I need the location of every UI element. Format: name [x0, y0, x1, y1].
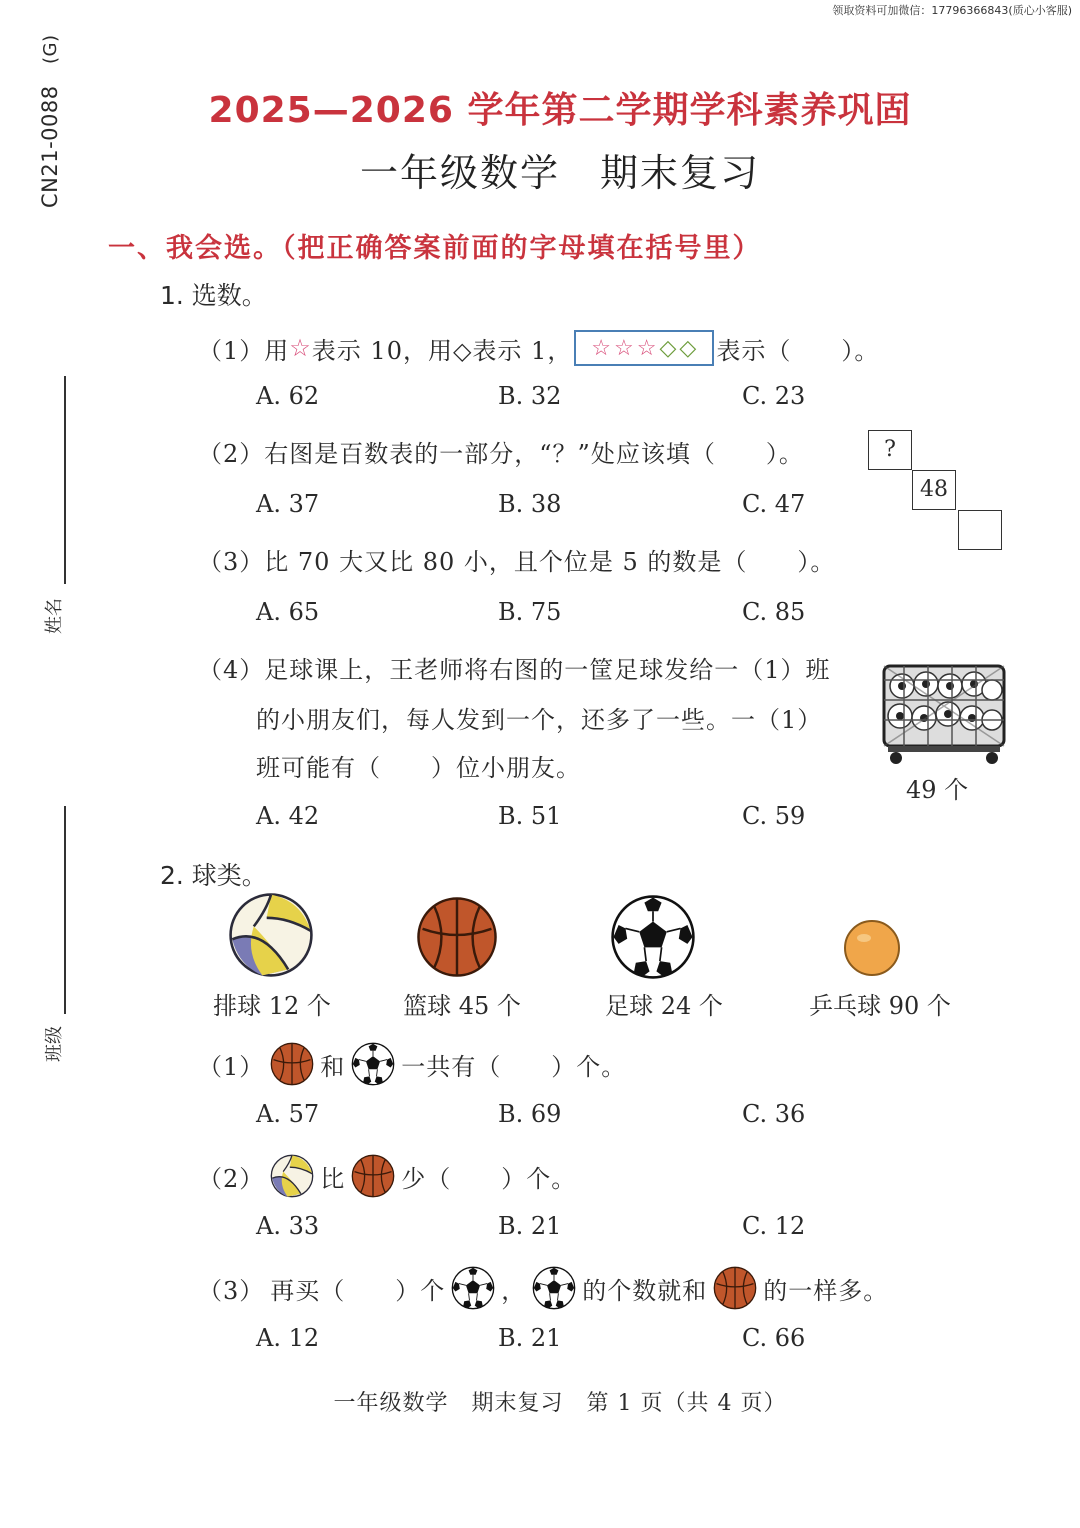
option-a: A. 42 [256, 802, 320, 830]
option-b: B. 32 [498, 382, 562, 410]
volleyball-icon [270, 1154, 314, 1198]
option-b: B. 75 [498, 598, 562, 626]
hundred-chart-cell-question: ? [868, 430, 912, 470]
hundred-chart-cell-empty [958, 510, 1002, 550]
basketball-label: 篮球 45 个 [403, 992, 521, 1020]
soccer-ball-label: 足球 24 个 [605, 992, 723, 1020]
class-label: 班级 [44, 1026, 65, 1062]
name-label: 姓名 [44, 598, 65, 634]
volleyball-label: 排球 12 个 [213, 992, 331, 1020]
option-c: C. 36 [742, 1100, 806, 1128]
question-2-2: （2） 比 少（ ）个。 [198, 1154, 576, 1198]
option-a: A. 62 [256, 382, 320, 410]
class-line [64, 806, 66, 1014]
option-a: A. 57 [256, 1100, 320, 1128]
ball-cart-image [880, 660, 1008, 766]
page-subtitle: 一年级数学 期末复习 [359, 151, 760, 195]
option-b: B. 21 [498, 1212, 562, 1240]
basketball-icon [351, 1154, 395, 1198]
question-1-4-line2: 的小朋友们，每人发到一个，还多了一些。一（1） [256, 706, 823, 734]
option-c: C. 66 [742, 1324, 806, 1352]
basketball-icon [713, 1266, 757, 1310]
option-a: A. 33 [256, 1212, 320, 1240]
diamond-icon: ◇ [679, 335, 698, 361]
diamond-icon: ◇ [659, 335, 678, 361]
star-icon: ☆ [614, 335, 635, 361]
question-1-4: （4）足球课上，王老师将右图的一筐足球发给一（1）班 [198, 656, 831, 684]
watermark-text: 领取资料可加微信：17796366843(质心小客服) [832, 4, 1072, 17]
question-1-1: （1） 用 ☆ 表示 10，用◇表示 1， ☆ ☆ ☆ ◇ ◇ 表示（ ）。 [198, 330, 879, 366]
option-c: C. 23 [742, 382, 806, 410]
soccer-ball-icon [351, 1042, 395, 1086]
question-2-1: （1） 和 一共有（ ）个。 [198, 1042, 626, 1086]
soccer-ball-icon [532, 1266, 576, 1310]
question-1-3: （3）比 70 大又比 80 小，且个位是 5 的数是（ ）。 [198, 548, 836, 576]
option-b: B. 69 [498, 1100, 562, 1128]
page-title: 2025—2026 学年第二学期学科素养巩固 [208, 90, 912, 131]
star-icon: ☆ [591, 335, 613, 361]
section-heading: 一、我会选。（把正确答案前面的字母填在括号里） [108, 233, 762, 264]
ping-pong-ball-label: 乒乓球 90 个 [809, 992, 951, 1020]
option-c: C. 59 [742, 802, 806, 830]
option-b: B. 21 [498, 1324, 562, 1352]
basketball-icon [416, 896, 498, 978]
ball-cart-caption: 49 个 [906, 776, 969, 804]
question-2-label: 2. 球类。 [160, 861, 267, 890]
ping-pong-ball-icon [842, 918, 902, 978]
hundred-chart-cell-48: 48 [912, 470, 956, 510]
page-footer: 一年级数学 期末复习 第 1 页（共 4 页） [333, 1391, 787, 1416]
soccer-ball-icon [451, 1266, 495, 1310]
question-1-label: 1. 选数。 [160, 281, 267, 310]
soccer-ball-icon [610, 894, 696, 980]
name-line [64, 376, 66, 584]
star-icon: ☆ [289, 334, 312, 362]
volleyball-icon [228, 892, 314, 978]
question-2-3: （3） 再买（ ）个 ， 的个数就和 的一样多。 [198, 1266, 888, 1310]
star-icon: ☆ [636, 335, 658, 361]
option-a: A. 12 [256, 1324, 320, 1352]
option-c: C. 85 [742, 598, 806, 626]
document-code: CN21-0088 [38, 85, 62, 208]
option-c: C. 47 [742, 490, 806, 518]
option-a: A. 37 [256, 490, 320, 518]
star-diamond-box [574, 330, 714, 366]
basketball-icon [270, 1042, 314, 1086]
option-c: C. 12 [742, 1212, 806, 1240]
option-b: B. 38 [498, 490, 562, 518]
question-1-4-line3: 班可能有（ ）位小朋友。 [256, 754, 581, 782]
question-1-2: （2）右图是百数表的一部分，“？”处应该填（ ）。 [198, 440, 804, 468]
option-a: A. 65 [256, 598, 320, 626]
option-b: B. 51 [498, 802, 562, 830]
